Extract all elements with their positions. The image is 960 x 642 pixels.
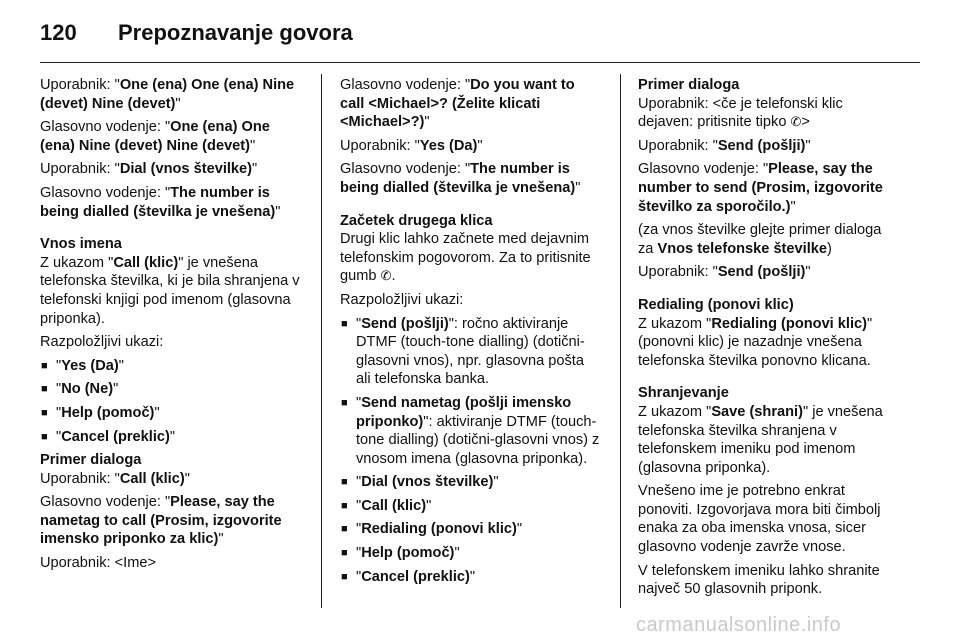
paragraph: Z ukazom "Call (klic)" je vnešena telefonska številka, ki je bila shranjena v telefonski knjigi pod imenom (glasovna priponka). [40,254,300,327]
list-item: ■ "Help (pomoč)" [340,544,602,563]
dialog-line: Uporabnik: "One (ena) One (ena) Nine (devet) Nine (devet)" [40,77,295,112]
list-item: ■ "Redialing (ponovi klic)" [340,520,602,539]
list-item: ■ "Send (pošlji)": ročno aktiviranje DTMF (touch-tone dialling) (dotični-glasovni vnos), npr. glasovna pošta ali telefonska banka. [340,315,602,389]
command-list [40,357,302,446]
page-number: 120 [40,20,77,45]
dialog-line: Uporabnik: "Send (pošlji)" [638,264,811,281]
section-heading: Začetek drugega klica [340,212,493,229]
dialog-line: Glasovno vodenje: "Please, say the number to send (Prosim, izgovorite številko za sporočilo.)" [638,161,883,215]
paragraph: Razpoložljivi ukazi: [340,291,464,308]
paragraph: Razpoložljivi ukazi: [40,334,164,351]
section-heading: Primer dialoga [40,452,142,469]
dialog-line: Uporabnik: "Call (klic)" [40,470,190,487]
list-item: ■ "Dial (vnos številke)" [340,473,602,492]
paragraph: (za vnos številke glejte primer dialoga za Vnos telefonske številke) [638,222,882,257]
paragraph: Z ukazom "Save (shrani)" je vnešena telefonska številka shranjena v telefonskem imeniku pod imenom (glasovna priponka). [638,403,883,476]
column-divider-2 [620,74,621,608]
dialog-line: Uporabnik: "Dial (vnos številke)" [40,161,258,178]
section-heading: Shranjevanje [638,385,729,402]
dialog-line: Uporabnik: "Yes (Da)" [340,137,483,154]
paragraph: Drugi klic lahko začnete med dejavnim telefonskim pogovorom. Za to pritisnite gumb ✆. [340,231,591,285]
list-item: ■ "No (Ne)" [40,380,302,399]
dialog-line: Glasovno vodenje: "One (ena) One (ena) Nine (devet) Nine (devet)" [40,119,270,154]
column-2 [340,76,602,591]
page-header [40,14,920,62]
watermark: carmanualsonline.info [636,614,842,636]
command-list [340,315,602,587]
list-item: ■ "Call (klic)" [340,497,602,516]
dialog-line: Uporabnik: "Send (pošlji)" [638,137,811,154]
dialog-line: Glasovno vodenje: "The number is being dialled (številka je vnešena)" [340,161,581,196]
list-item: ■ "Send nametag (pošlji imensko priponko)": aktiviranje DTMF (touch-tone dialling) (dotični-glasovni vnos) z vnosom imena (glasovna priponka). [340,394,602,468]
dialog-line: Glasovno vodenje: "Please, say the nametag to call (Prosim, izgovorite imensko priponko za klic)" [40,494,282,548]
paragraph: Vnešeno ime je potrebno enkrat ponoviti. Izgovorjava mora biti čimbolj enaka za oba imenska vnosa, sicer glasovno vodenje zavrže vnose. [638,483,881,556]
list-item: ■ "Cancel (preklic)" [40,428,302,447]
dialog-line: Uporabnik: <če je telefonski klic dejaven: pritisnite tipko ✆> [638,95,843,131]
dialog-line: Uporabnik: <Ime> [40,555,157,572]
section-heading: Vnos imena [40,236,122,253]
column-1 [40,76,302,578]
phone-icon: ✆ [790,114,802,130]
dialog-line: Glasovno vodenje: "The number is being dialled (številka je vnešena)" [40,184,281,220]
list-item: ■ "Cancel (preklic)" [340,568,602,587]
list-item: ■ "Yes (Da)" [40,357,302,376]
header-rule [40,62,920,63]
page-title: Prepoznavanje govora [118,20,353,45]
phone-icon: ✆ [380,268,392,284]
paragraph: Z ukazom "Redialing (ponovi klic)" (ponovni klic) je nazadnje vnešena telefonska številka ponovno klicana. [638,315,873,369]
section-heading: Primer dialoga [638,77,740,93]
section-heading: Redialing (ponovi klic) [638,296,794,313]
dialog-line: Glasovno vodenje: "Do you want to call <Michael>? (Želite klicati <Michael>?)" [340,77,575,131]
column-divider-1 [321,74,322,608]
paragraph: V telefonskem imeniku lahko shranite največ 50 glasovnih priponk. [638,562,880,598]
column-3 [638,76,900,604]
list-item: ■ "Help (pomoč)" [40,404,302,423]
